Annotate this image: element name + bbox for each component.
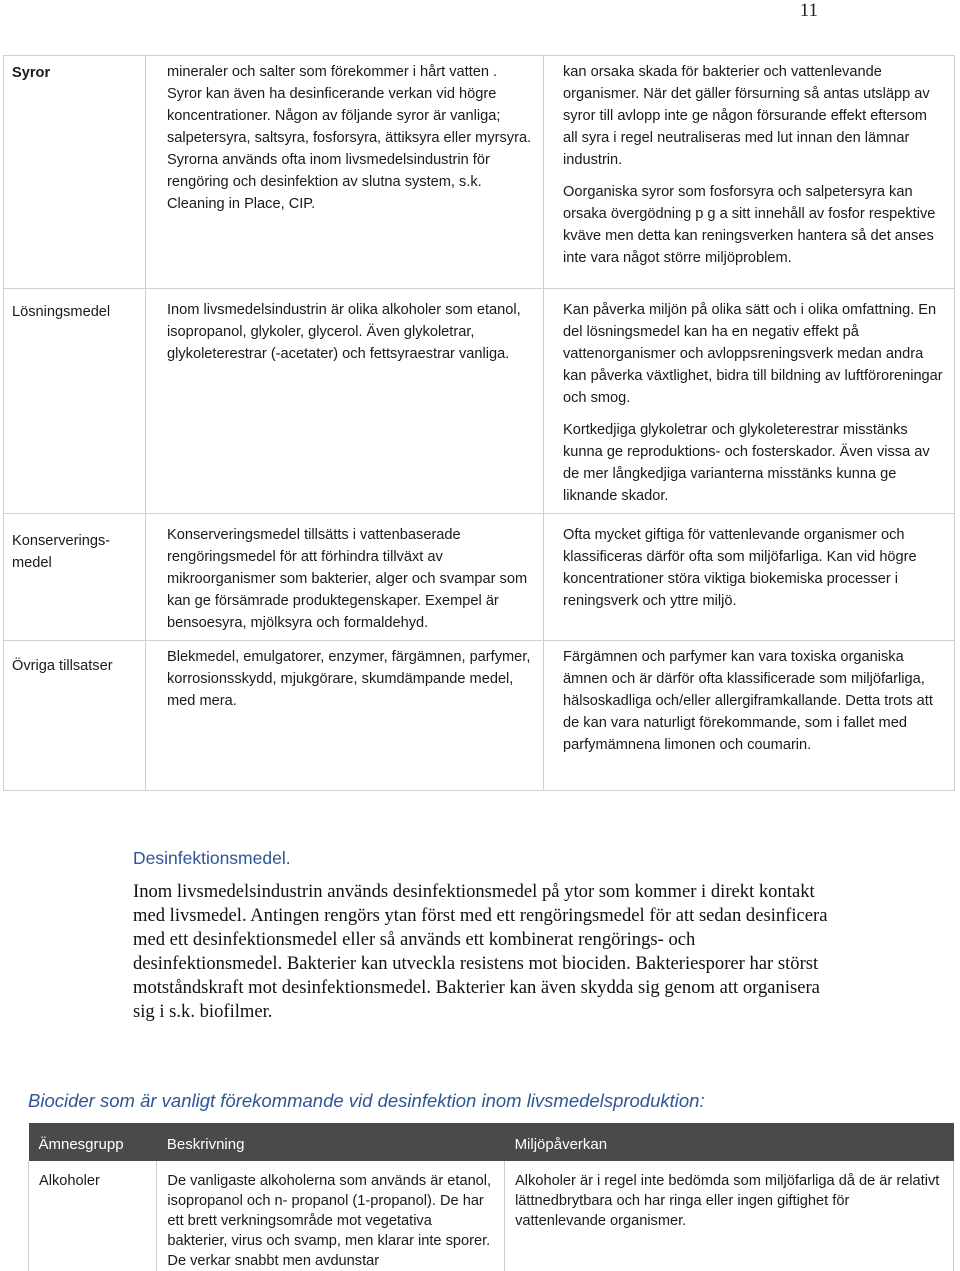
row-label: Lösningsmedel: [12, 304, 111, 320]
row-environment: Ofta mycket giftiga för vattenlevande organismer och klassificeras därför ofta som miljöfarliga. Kan vid högre koncentrationer störa viktiga biokemiska processer i reningsverk och yttre miljö.: [563, 527, 917, 609]
row-environment: Kan påverka miljön på olika sätt och i olika omfattning. En del lösningsmedel kan ha en negativ effekt på vattenorganismer och avloppsreningsverk medan andra kan påverka växtlighet, bidra till bildning av luftföroreningar och smog.: [563, 302, 943, 406]
row-description: Konserveringsmedel tillsätts i vattenbaserade rengöringsmedel för att förhindra tillväxt av mikroorganismer som bakterier, alger och svampar som kan ge försämrade produktegenskaper. Exempel är bensoesyra, mjölksyra och formaldehyd.: [167, 527, 528, 631]
table-row: [29, 1161, 954, 1271]
biocide-table-header: [29, 1123, 954, 1161]
table-row-syror: [4, 56, 955, 289]
row-description: Inom livsmedelsindustrin är olika alkoholer som etanol, isopropanol, glykoler, glycerol. Även glykoletrar, glykoleterestrar (-acetater) och fettsyraestrar vanliga.: [167, 302, 521, 362]
row-environment: Färgämnen och parfymer kan vara toxiska organiska ämnen och är därför ofta klassificerade som miljöfarliga, hälsoskadliga och/eller allergiframkallande. Detta trots att de kan vara naturligt förekommande, som i fallet med parfymämnena limonen och coumarin.: [563, 649, 933, 753]
cell-environment: Alkoholer är i regel inte bedömda som miljöfarliga då de är relativt lättnedbrytbara och har ringa eller ingen giftighet för vattenlevande organismer.: [505, 1161, 954, 1271]
table-row-ovriga-tillsatser: [4, 641, 955, 791]
section-heading: Desinfektionsmedel.: [133, 848, 291, 868]
biocide-table: [28, 1123, 954, 1271]
row-label: Konserverings-medel: [12, 533, 111, 571]
row-environment: Kortkedjiga glykoletrar och glykoleterestrar misstänks kunna ge reproduktions- och fosterskador. Även vissa av de mer långkedjiga varianterna misstänks kunna ge liknande skador.: [563, 422, 930, 504]
row-label: Syror: [12, 65, 51, 81]
column-header: Ämnesgrupp: [29, 1123, 157, 1161]
section-body: Inom livsmedelsindustrin används desinfektionsmedel på ytor som kommer i direkt kontakt med livsmedel. Antingen rengörs ytan först med ett rengöringsmedel för att sedan desinficera med ett desinfektionsmedel eller så används ett kombinerat rengörings- och desinfektionsmedel. Bakterier kan utveckla resistens mot biociden. Bakteriesporer har störst motståndskraft mot desinfektionsmedel. Bakterier kan även skydda sig genom att organisera sig i s.k. biofilmer.: [133, 881, 828, 1022]
biocide-heading: Biocider som är vanligt förekommande vid desinfektion inom livsmedelsproduktion:: [28, 1090, 705, 1111]
cell-group: Alkoholer: [29, 1161, 157, 1271]
row-description: mineraler och salter som förekommer i hårt vatten . Syror kan även ha desinficerande verkan vid högre koncentrationer. Någon av följande syror är vanliga; salpetersyra, saltsyra, fosforsyra, ättiksyra eller myrsyra. Syrorna används ofta inom livsmedelsindustrin för rengöring och desinfektion av slutna system, s.k. Cleaning in Place, CIP.: [167, 64, 532, 212]
column-header: Miljöpåverkan: [505, 1123, 954, 1161]
cleaning-agents-table: [3, 55, 955, 791]
page-number: 11: [799, 0, 818, 21]
row-label: Övriga tillsatser: [12, 658, 113, 674]
table-row-losningsmedel: [4, 289, 955, 514]
row-environment: Oorganiska syror som fosforsyra och salpetersyra kan orsaka övergödning p g a sitt innehåll av fosfor respektive kväve men detta kan reningsverken hantera så det anses inte vara något större miljöproblem.: [563, 184, 936, 266]
row-environment: kan orsaka skada för bakterier och vattenlevande organismer. När det gäller försurning så antas utsläpp av syror till avlopp inte ge någon försurande effekt eftersom all syra i regel neutraliseras med lut innan den lämnar industrin.: [563, 64, 930, 168]
cell-description: De vanligaste alkoholerna som används är etanol, isopropanol och n- propanol (1-propanol). De har ett brett verkningsområde mot vegetativa bakterier, virus och svamp, men klarar inte sporer. De verkar snabbt men avdunstar: [157, 1161, 505, 1271]
table-row-konserveringsmedel: [4, 514, 955, 641]
row-description: Blekmedel, emulgatorer, enzymer, färgämnen, parfymer, korrosionsskydd, mjukgörare, skumdämpande medel, med mera.: [167, 649, 531, 709]
column-header: Beskrivning: [157, 1123, 505, 1161]
